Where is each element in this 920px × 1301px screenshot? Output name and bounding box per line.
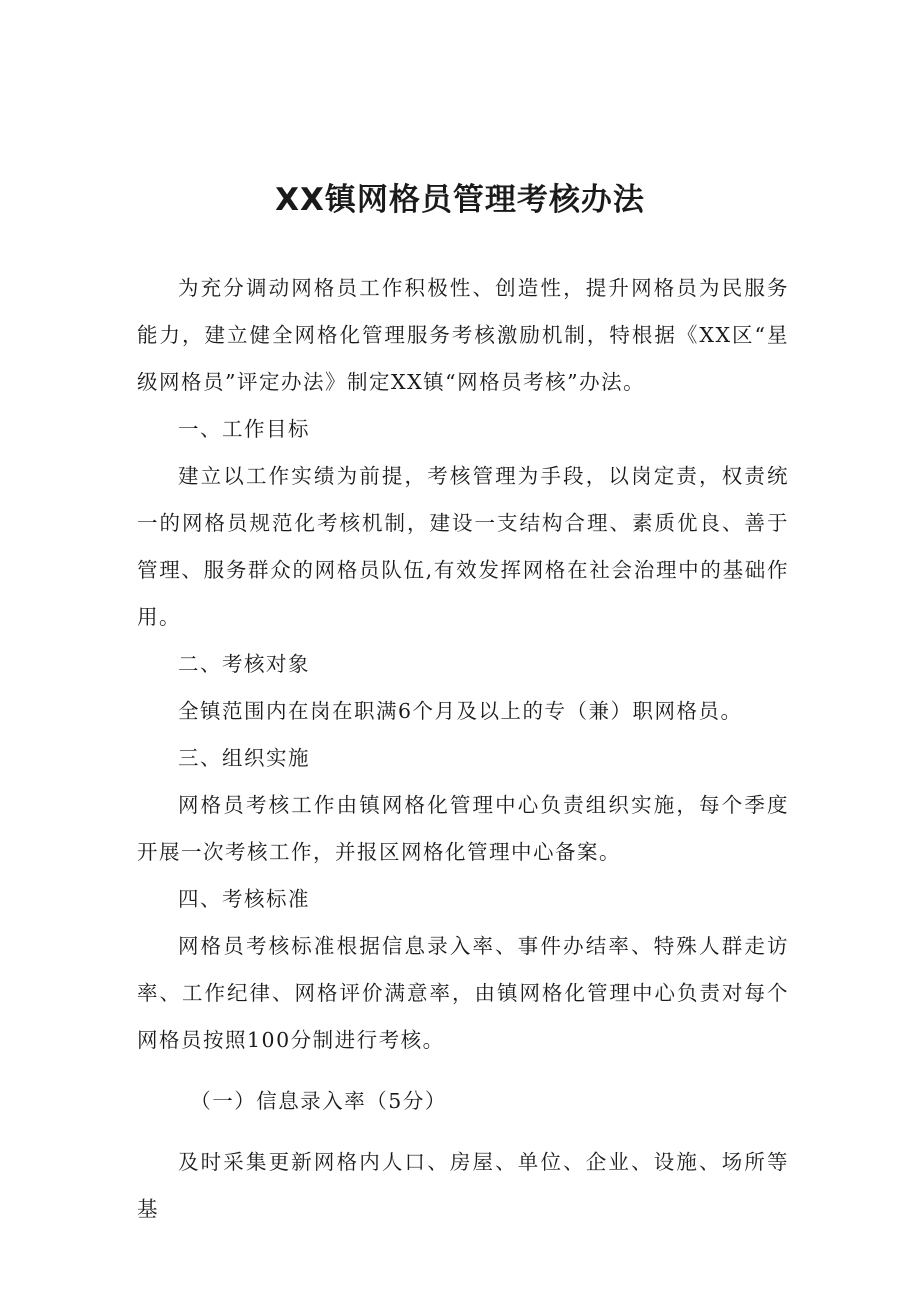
section-heading-assessment-standard: 四、考核标准 bbox=[178, 887, 310, 911]
implementation-paragraph: 网格员考核工作由镇网格化管理中心负责组织实施，每个季度开展一次考核工作，并报区网格化管理中心备案。 bbox=[137, 793, 789, 864]
intro-paragraph: 为充分调动网格员工作积极性、创造性，提升网格员为民服务能力，建立健全网格化管理服务考核激励机制，特根据《XX区“星级网格员”评定办法》制定XX镇“网格员考核”办法。 bbox=[137, 276, 789, 394]
work-goals-paragraph: 建立以工作实绩为前提，考核管理为手段，以岗定责，权责统一的网格员规范化考核机制，建设一支结构合理、素质优良、善于管理、服务群众的网格员队伍,有效发挥网格在社会治理中的基础作用。 bbox=[137, 464, 789, 629]
section-heading-work-goals: 一、工作目标 bbox=[178, 417, 310, 441]
document-body bbox=[137, 265, 789, 1233]
info-entry-rate-paragraph: 及时采集更新网格内人口、房屋、单位、企业、设施、场所等基 bbox=[137, 1150, 789, 1221]
section-heading-assessment-target: 二、考核对象 bbox=[178, 652, 310, 676]
section-heading-implementation: 三、组织实施 bbox=[178, 746, 310, 770]
assessment-standard-paragraph: 网格员考核标准根据信息录入率、事件办结率、特殊人群走访率、工作纪律、网格评价满意率，由镇网格化管理中心负责对每个网格员按照100分制进行考核。 bbox=[137, 934, 789, 1052]
subsection-heading-info-entry-rate: （一）信息录入率（5分） bbox=[190, 1089, 447, 1113]
document-title: XX镇网格员管理考核办法 bbox=[275, 182, 645, 218]
assessment-target-paragraph: 全镇范围内在岗在职满6个月及以上的专（兼）职网格员。 bbox=[178, 699, 743, 723]
